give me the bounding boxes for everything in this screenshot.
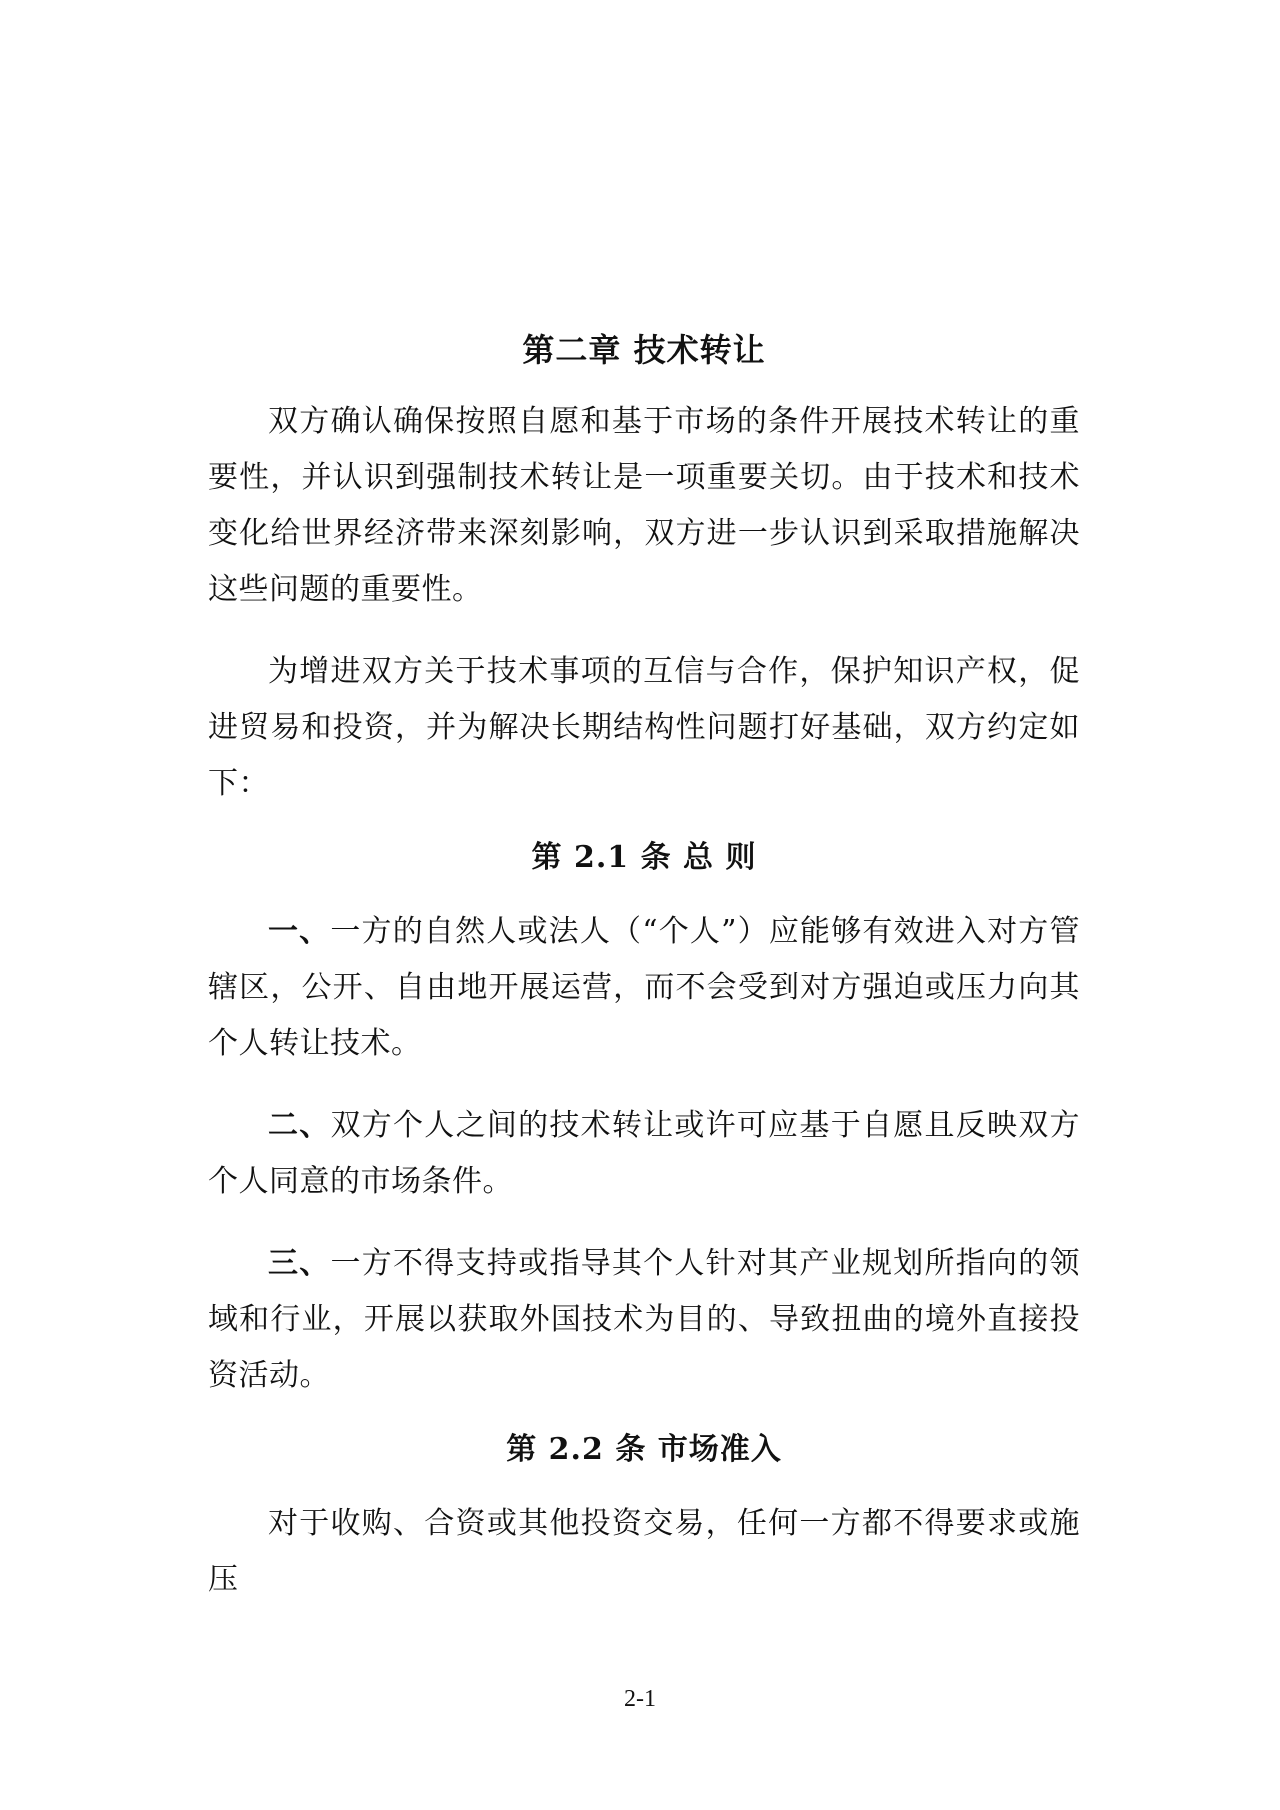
page-number: 2-1	[624, 1686, 656, 1712]
item-number: 三、	[268, 1246, 331, 1281]
intro-paragraph-1: 双方确认确保按照自愿和基于市场的条件开展技术转让的重要性，并认识到强制技术转让是一项重要关切。由于技术和技术变化给世界经济带来深刻影响，双方进一步认识到采取措施解决这些问题的重要性。	[208, 404, 1080, 607]
article-2-1-item-3	[208, 1236, 1080, 1404]
article-2-2-title: 第 2.2 条 市场准入	[506, 1432, 782, 1467]
item-text: 一方不得支持或指导其个人针对其产业规划所指向的领域和行业，开展以获取外国技术为目的、导致扭曲的境外直接投资活动。	[208, 1246, 1081, 1393]
article-2-1-item-1	[208, 904, 1080, 1072]
article-2-1-title: 第 2.1 条 总 则	[531, 840, 757, 875]
item-text: 一方的自然人或法人（“个人”）应能够有效进入对方管辖区，公开、自由地开展运营，而不会受到对方强迫或压力向其个人转让技术。	[208, 914, 1080, 1061]
item-text: 双方个人之间的技术转让或许可应基于自愿且反映双方个人同意的市场条件。	[208, 1108, 1081, 1199]
item-number: 二、	[268, 1108, 331, 1143]
document-body	[208, 330, 1080, 1634]
chapter-title: 第二章 技术转让	[522, 331, 766, 369]
intro-paragraph-2: 为增进双方关于技术事项的互信与合作，保护知识产权，促进贸易和投资，并为解决长期结构性问题打好基础，双方约定如下：	[208, 654, 1080, 801]
article-2-2-paragraph: 对于收购、合资或其他投资交易，任何一方都不得要求或施压	[208, 1506, 1080, 1597]
article-2-1-item-2	[208, 1098, 1080, 1210]
item-number: 一、	[268, 914, 331, 949]
